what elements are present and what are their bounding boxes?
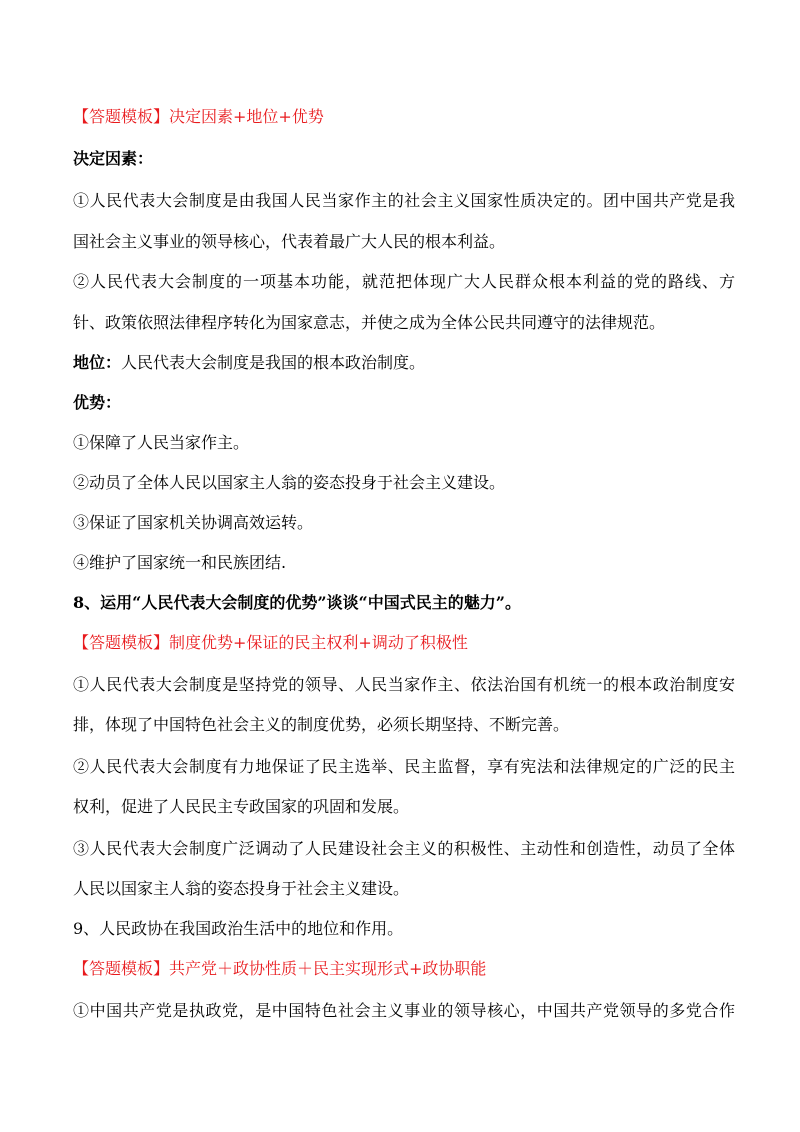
advantages-heading: 优势： — [73, 393, 122, 412]
q8-point-3-line-1: ③人民代表大会制度广泛调动了人民建设社会主义的积极性、主动性和创造性，动员了全体 — [73, 839, 735, 858]
q8-point-1-line-2: 排，体现了中国特色社会主义的制度优势，必须长期坚持、不断完善。 — [73, 715, 570, 734]
advantage-4: ④维护了国家统一和民族团结. — [73, 553, 287, 572]
factor-1-line-1: ①人民代表大会制度是由我国人民当家作主的社会主义国家性质决定的。团中国共产党是我 — [73, 191, 735, 210]
advantage-1: ①保障了人民当家作主。 — [73, 433, 250, 452]
factor-1-line-2: 国社会主义事业的领导核心，代表着最广大人民的根本利益。 — [73, 232, 506, 251]
q8-point-2-line-1: ②人民代表大会制度有力地保证了民主选举、民主监督，享有宪法和法律规定的广泛的民主 — [73, 757, 735, 776]
status-label: 地位： — [73, 353, 122, 372]
factor-2-line-2: 针、政策依照法律程序转化为国家意志，并使之成为全体公民共同遵守的法律规范。 — [73, 313, 666, 332]
q8-point-1-line-1: ①人民代表大会制度是坚持党的领导、人民当家作主、依法治国有机统一的根本政治制度安 — [73, 675, 735, 694]
q9-answer-template: 【答题模板】共产党＋政协性质＋民主实现形式+政协职能 — [73, 959, 487, 978]
s1-answer-template: 【答题模板】决定因素+地位+优势 — [73, 107, 324, 126]
factor-2-line-1: ②人民代表大会制度的一项基本功能，就范把体现广大人民群众根本利益的党的路线、方 — [73, 272, 735, 291]
factors-heading: 决定因素： — [73, 149, 154, 168]
q8-point-3-line-2: 人民以国家主人翁的姿态投身于社会主义建设。 — [73, 879, 410, 898]
question-8: 8、运用“人民代表大会制度的优势”谈谈“中国式民主的魅力”。 — [73, 593, 521, 612]
q9-point-1-line-1: ①中国共产党是执政党，是中国特色社会主义事业的领导核心，中国共产党领导的多党合作 — [73, 1001, 735, 1020]
advantage-2: ②动员了全体人民以国家主人翁的姿态投身于社会主义建设。 — [73, 473, 506, 492]
advantage-3: ③保证了国家机关协调高效运转。 — [73, 513, 314, 532]
q8-answer-template: 【答题模板】制度优势+保证的民主权利+调动了积极性 — [73, 633, 468, 652]
status-text: 人民代表大会制度是我国的根本政治制度。 — [121, 353, 426, 372]
question-9: 9、人民政协在我国政治生活中的地位和作用。 — [73, 919, 404, 938]
q8-point-2-line-2: 权利，促进了人民民主专政国家的巩固和发展。 — [73, 797, 410, 816]
status-paragraph — [73, 352, 735, 374]
